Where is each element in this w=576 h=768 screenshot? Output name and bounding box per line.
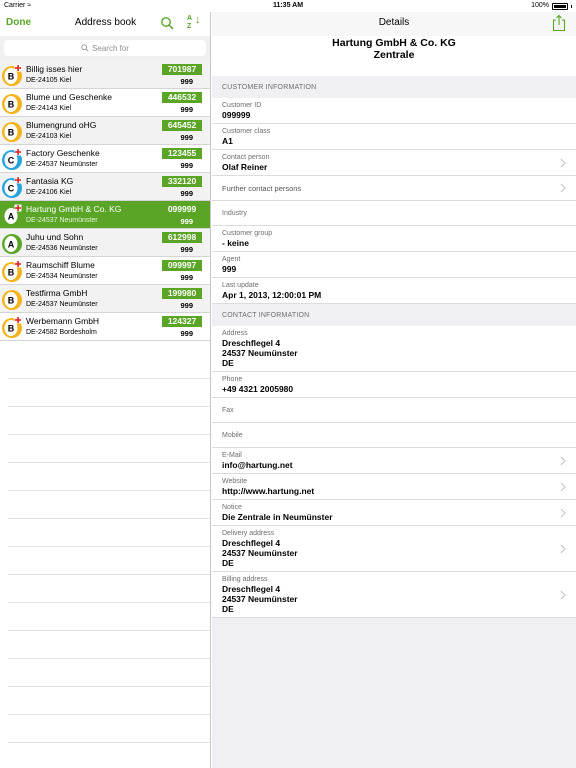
customer-row[interactable] (0, 173, 210, 201)
customer-row[interactable] (0, 313, 210, 341)
phone-label: Phone (222, 376, 243, 383)
customer-id-label: Customer ID (222, 102, 262, 109)
class-letter: B (7, 267, 15, 278)
chevron-right-icon (560, 183, 566, 193)
customer-address: DE-24537 Neumünster (26, 161, 98, 168)
delivery-address-line-1: Dreschflegel 4 (222, 538, 281, 548)
customer-number: 701987 (162, 64, 202, 75)
details-navbar (212, 12, 576, 36)
customer-address: DE-24536 Neumünster (26, 245, 98, 252)
class-letter: B (7, 295, 15, 306)
website-value: http://www.hartung.net (222, 486, 315, 496)
battery-percent: 100% (531, 2, 549, 9)
customer-number: 124327 (162, 316, 202, 327)
customer-agent: 999 (180, 301, 193, 310)
address-book-pane (0, 12, 211, 768)
customer-address: DE-24105 Kiel (26, 77, 72, 84)
phone-cell[interactable] (212, 372, 576, 398)
customer-name: Testfirma GmbH (26, 288, 88, 298)
customer-class-badge (1, 204, 23, 228)
class-letter: B (7, 127, 15, 138)
customer-id-cell (212, 98, 576, 124)
customer-class-badge (1, 92, 23, 116)
customer-class-cell (212, 124, 576, 150)
mark-plus-horizontal (15, 151, 21, 153)
contact-info-header: CONTACT INFORMATION (222, 312, 310, 319)
address-book-title: Address book (74, 17, 137, 28)
customer-agent: 999 (180, 105, 193, 114)
customer-class-label: Customer class (222, 128, 271, 135)
battery-tip (571, 5, 572, 8)
chevron-right-icon (560, 456, 566, 466)
customer-number: 123455 (162, 148, 202, 159)
notice-value: Die Zentrale in Neumünster (222, 512, 333, 522)
customer-address: DE-24106 Kiel (26, 189, 72, 196)
customer-row[interactable] (0, 89, 210, 117)
customer-agent: 999 (180, 217, 193, 226)
customer-row[interactable] (0, 229, 210, 257)
address-label: Address (222, 330, 248, 337)
customer-name: Werbemann GmbH (26, 316, 100, 326)
address-book-navbar (0, 12, 210, 36)
class-letter: B (7, 323, 15, 334)
done-button[interactable]: Done (6, 17, 31, 28)
customer-class-badge (1, 260, 23, 284)
customer-row[interactable] (0, 145, 210, 173)
notice-cell[interactable] (212, 500, 576, 526)
company-name: Hartung GmbH & Co. KG (332, 37, 456, 49)
mark-plus-horizontal (15, 319, 21, 321)
customer-list (0, 61, 210, 341)
mark-plus-horizontal (15, 207, 21, 209)
delivery-address-line-3: DE (222, 558, 234, 568)
empty-list-area (0, 351, 210, 768)
company-branch: Zentrale (373, 49, 415, 61)
fax-cell (212, 398, 576, 423)
chevron-right-icon (560, 544, 566, 554)
phone-value: +49 4321 2005980 (222, 384, 294, 394)
customer-number: 099997 (162, 260, 202, 271)
customer-id-value: 099999 (222, 110, 251, 120)
contact-person-label: Contact person (222, 154, 270, 161)
customer-group-value: - keine (222, 238, 249, 248)
last-update-cell (212, 278, 576, 304)
customer-class-badge (1, 232, 23, 256)
customer-class-badge (1, 288, 23, 312)
billing-address-line-2: 24537 Neumünster (222, 594, 298, 604)
customer-class-badge (1, 120, 23, 144)
billing-address-cell[interactable] (212, 572, 576, 618)
customer-name: Juhu und Sohn (26, 232, 84, 242)
customer-number: 332120 (162, 176, 202, 187)
status-bar (0, 0, 576, 12)
mark-plus-horizontal (15, 67, 21, 69)
share-icon[interactable] (552, 14, 566, 32)
agent-label: Agent (222, 256, 241, 263)
search-icon[interactable] (160, 16, 174, 30)
delivery-address-line-2: 24537 Neumünster (222, 548, 298, 558)
customer-name: Billig isses hier (26, 64, 83, 74)
billing-address-line-3: DE (222, 604, 234, 614)
customer-number: 645452 (162, 120, 202, 131)
customer-name: Blume und Geschenke (26, 92, 112, 102)
customer-address: DE-24537 Neumünster (26, 301, 98, 308)
customer-address: DE-24103 Kiel (26, 133, 72, 140)
class-letter: C (7, 155, 15, 166)
customer-row[interactable] (0, 285, 210, 313)
customer-row[interactable] (0, 117, 210, 145)
customer-group-cell (212, 226, 576, 252)
search-placeholder: Search for (92, 43, 129, 53)
customer-number: 199980 (162, 288, 202, 299)
wifi-icon: ≈ (27, 2, 32, 9)
customer-address: DE-24143 Kiel (26, 105, 72, 112)
details-title: Details (378, 17, 410, 28)
customer-class-badge (1, 176, 23, 200)
customer-class-badge (1, 148, 23, 172)
customer-name: Factory Geschenke (26, 148, 100, 158)
sort-letter-z: Z (187, 23, 192, 30)
customer-name: Raumschiff Blume (26, 260, 95, 270)
class-letter: B (7, 99, 15, 110)
battery-indicator (531, 0, 572, 12)
sort-arrow-icon: ↓ (195, 14, 201, 26)
class-letter: A (7, 239, 15, 250)
customer-row[interactable] (0, 201, 210, 229)
customer-address: DE-24582 Bordesholm (26, 329, 97, 336)
address-line-2: 24537 Neumünster (222, 348, 298, 358)
details-pane (212, 12, 576, 768)
billing-address-label: Billing address (222, 576, 268, 583)
website-label: Website (222, 478, 248, 485)
customer-number: 099999 (167, 204, 197, 214)
details-footer-space (212, 618, 576, 768)
customer-number: 446532 (162, 92, 202, 103)
search-input[interactable] (4, 40, 206, 56)
customer-agent: 999 (180, 329, 193, 338)
customer-info-header: CUSTOMER INFORMATION (222, 84, 317, 91)
customer-agent: 999 (180, 77, 193, 86)
company-header (212, 36, 576, 76)
customer-address: DE-24534 Neumünster (26, 273, 98, 280)
customer-row[interactable] (0, 61, 210, 89)
customer-address: DE-24537 Neumünster (26, 217, 98, 224)
customer-name: Blumengrund oHG (26, 120, 97, 130)
class-letter: C (7, 183, 15, 194)
customer-agent: 999 (180, 273, 193, 282)
customer-agent: 999 (180, 161, 193, 170)
customer-class-badge (1, 316, 23, 340)
customer-agent: 999 (180, 133, 193, 142)
agent-cell (212, 252, 576, 278)
customer-class-badge (1, 64, 23, 88)
customer-name: Hartung GmbH & Co. KG (26, 204, 122, 214)
customer-agent: 999 (180, 245, 193, 254)
class-letter: B (7, 71, 15, 82)
further-contacts-label: Further contact persons (222, 184, 302, 193)
further-contacts-cell[interactable] (212, 176, 576, 201)
search-bar-container (0, 36, 210, 61)
customer-number: 612998 (162, 232, 202, 243)
email-label: E-Mail (222, 452, 242, 459)
battery-icon (552, 3, 568, 10)
last-update-value: Apr 1, 2013, 12:00:01 PM (222, 290, 322, 300)
carrier-text: Carrier (4, 2, 26, 9)
agent-value: 999 (222, 264, 237, 274)
delivery-address-label: Delivery address (222, 530, 275, 537)
status-time: 11:35 AM (272, 2, 304, 9)
customer-class-value: A1 (222, 136, 233, 146)
chevron-right-icon (560, 482, 566, 492)
email-value: info@hartung.net (222, 460, 293, 470)
sort-az-button[interactable] (186, 14, 204, 32)
customer-agent: 999 (180, 189, 193, 198)
notice-label: Notice (222, 504, 242, 511)
chevron-right-icon (560, 158, 566, 168)
website-cell[interactable] (212, 474, 576, 500)
mark-plus-horizontal (15, 179, 21, 181)
customer-name: Fantasia KG (26, 176, 74, 186)
address-line-1: Dreschflegel 4 (222, 338, 281, 348)
address-cell (212, 326, 576, 372)
chevron-right-icon (560, 508, 566, 518)
industry-label: Industry (222, 210, 247, 217)
customer-group-label: Customer group (222, 230, 273, 237)
industry-cell (212, 201, 576, 226)
search-field-icon (81, 44, 89, 52)
contact-person-value: Olaf Reiner (222, 162, 268, 172)
billing-address-line-1: Dreschflegel 4 (222, 584, 281, 594)
delivery-address-cell[interactable] (212, 526, 576, 572)
mobile-cell (212, 423, 576, 448)
chevron-right-icon (560, 590, 566, 600)
email-cell[interactable] (212, 448, 576, 474)
contact-person-cell[interactable] (212, 150, 576, 176)
mark-plus-horizontal (15, 263, 21, 265)
fax-label: Fax (222, 407, 234, 414)
last-update-label: Last update (222, 282, 259, 289)
address-line-3: DE (222, 358, 234, 368)
mobile-label: Mobile (222, 432, 243, 439)
customer-row[interactable] (0, 257, 210, 285)
class-letter: A (7, 211, 15, 222)
sort-letter-a: A (187, 15, 193, 22)
